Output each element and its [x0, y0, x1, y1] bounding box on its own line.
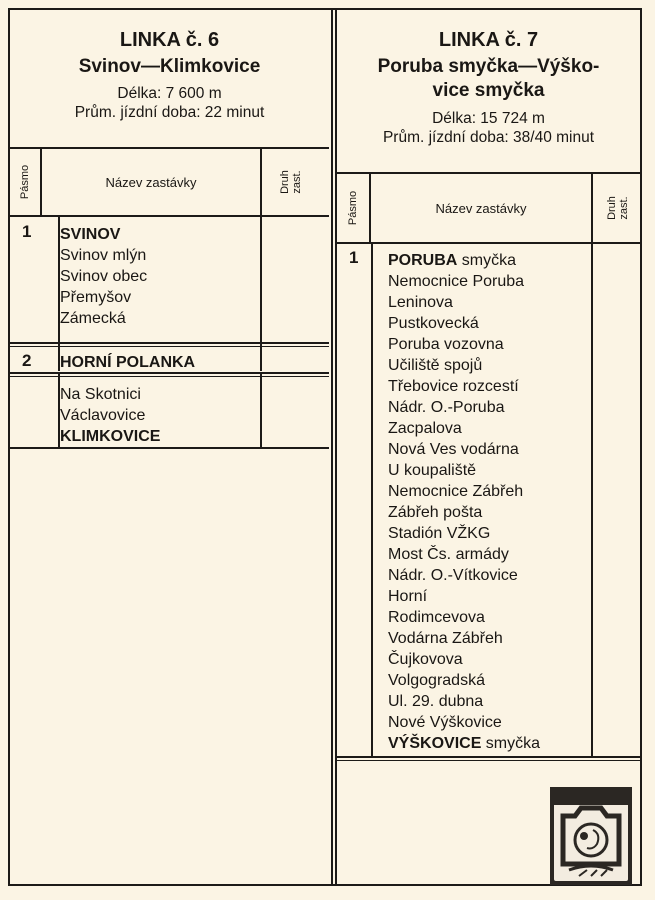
- stop-name: Svinov obec: [60, 268, 148, 285]
- zone-header: Pásmo: [19, 164, 31, 200]
- stop-name: Nové Výškovice: [388, 714, 502, 731]
- line-7-route-line1: Poruba smyčka—Výško-: [377, 56, 600, 77]
- line-6-travel-time: Prům. jízdní doba: 22 minut: [74, 104, 265, 121]
- stop-name-bold: VÝŠKOVICE: [388, 735, 482, 752]
- stop-name: Nádr. O.-Poruba: [388, 399, 505, 416]
- stop-name: Ul. 29. dubna: [388, 693, 484, 710]
- page-frame: [8, 8, 642, 886]
- type-header: Druh zast.: [605, 196, 630, 220]
- stop-header: Název zastávky: [105, 174, 197, 190]
- stop-name: Václavovice: [60, 407, 146, 424]
- stop-name: Čujkovova: [388, 651, 463, 668]
- stop-name: KLIMKOVICE: [60, 428, 161, 445]
- stop-name: Zacpalova: [388, 420, 462, 437]
- stop-name-suffix: smyčka: [457, 252, 517, 269]
- stop-name: Volgogradská: [388, 672, 485, 689]
- zone-header-cell: [337, 174, 371, 242]
- stop-name: [388, 733, 540, 754]
- line-6-header: [10, 28, 329, 122]
- zone-number: 1: [22, 222, 32, 241]
- line-6-type-col-line: [260, 217, 262, 342]
- stop-name: Svinov mlýn: [60, 247, 147, 264]
- line-7-zone-col-line: [371, 244, 373, 756]
- zone-number: 2: [22, 351, 32, 370]
- line-6-table-head: [10, 147, 329, 217]
- line-6-type-col-line-3: [260, 373, 262, 447]
- zone-separator: [10, 342, 329, 344]
- stop-name: Na Skotnici: [60, 386, 141, 403]
- table-end-line: [10, 447, 329, 449]
- stop-name: Nádr. O.-Vítkovice: [388, 567, 518, 584]
- camera-stamp-icon: [549, 786, 633, 886]
- stop-name: Přemyšov: [60, 289, 132, 306]
- stop-name: Nová Ves vodárna: [388, 441, 519, 458]
- stop-header: Název zastávky: [435, 200, 527, 216]
- stop-name: Pustkovecká: [388, 315, 479, 332]
- line-6-route: Svinov—Klimkovice: [78, 56, 261, 77]
- stop-name: Poruba vozovna: [388, 336, 504, 353]
- stop-name: Zámecká: [60, 310, 126, 327]
- zone-separator: [10, 346, 329, 347]
- stop-name: U koupaliště: [388, 462, 477, 479]
- line-6-type-col-line-2: [260, 344, 262, 371]
- line-6-length: Délka: 7 600 m: [117, 85, 222, 102]
- stop-name: Nemocnice Zábřeh: [388, 483, 524, 500]
- stop-name: HORNÍ POLANKA: [60, 354, 196, 371]
- stop-name: Stadión VŽKG: [388, 525, 491, 542]
- line-7-title: LINKA č. 7: [438, 29, 539, 51]
- line-7-travel-time: Prům. jízdní doba: 38/40 minut: [382, 129, 595, 146]
- stop-name-suffix: smyčka: [481, 735, 541, 752]
- type-header: Druh zast.: [279, 170, 303, 194]
- stop-name: Zábřeh pošta: [388, 504, 483, 521]
- stop-name: Leninova: [388, 294, 453, 311]
- line-6-title: LINKA č. 6: [119, 29, 220, 51]
- stop-name: Vodárna Zábřeh: [388, 630, 503, 647]
- line-7-header: [337, 28, 640, 147]
- line-7-route-line2: vice smyčka: [432, 80, 545, 101]
- stop-name: Most Čs. armády: [388, 546, 509, 563]
- table-end-line: [337, 756, 640, 758]
- stop-name: [388, 250, 540, 271]
- stop-name: SVINOV: [60, 226, 121, 243]
- stop-name: Učiliště spojů: [388, 357, 483, 374]
- line-7-stop-list: [388, 250, 540, 754]
- stop-name: Nemocnice Poruba: [388, 273, 525, 290]
- line-7-table-head: [337, 172, 640, 244]
- zone-separator: [10, 376, 329, 377]
- type-header-cell: [591, 174, 642, 242]
- stop-name: Třebovice rozcestí: [388, 378, 519, 395]
- stop-name: Rodimcevova: [388, 609, 485, 626]
- zone-header: Pásmo: [347, 190, 359, 226]
- stop-name-bold: PORUBA: [388, 252, 458, 269]
- zone-separator: [10, 372, 329, 374]
- stop-name: Horní: [388, 588, 428, 605]
- line-7-type-col-line: [591, 244, 593, 756]
- zone-header-cell: [10, 149, 42, 215]
- table-end-line: [337, 760, 640, 761]
- line-7-length: Délka: 15 724 m: [432, 110, 545, 127]
- type-header-cell: [260, 149, 320, 215]
- zone-number: 1: [349, 248, 359, 267]
